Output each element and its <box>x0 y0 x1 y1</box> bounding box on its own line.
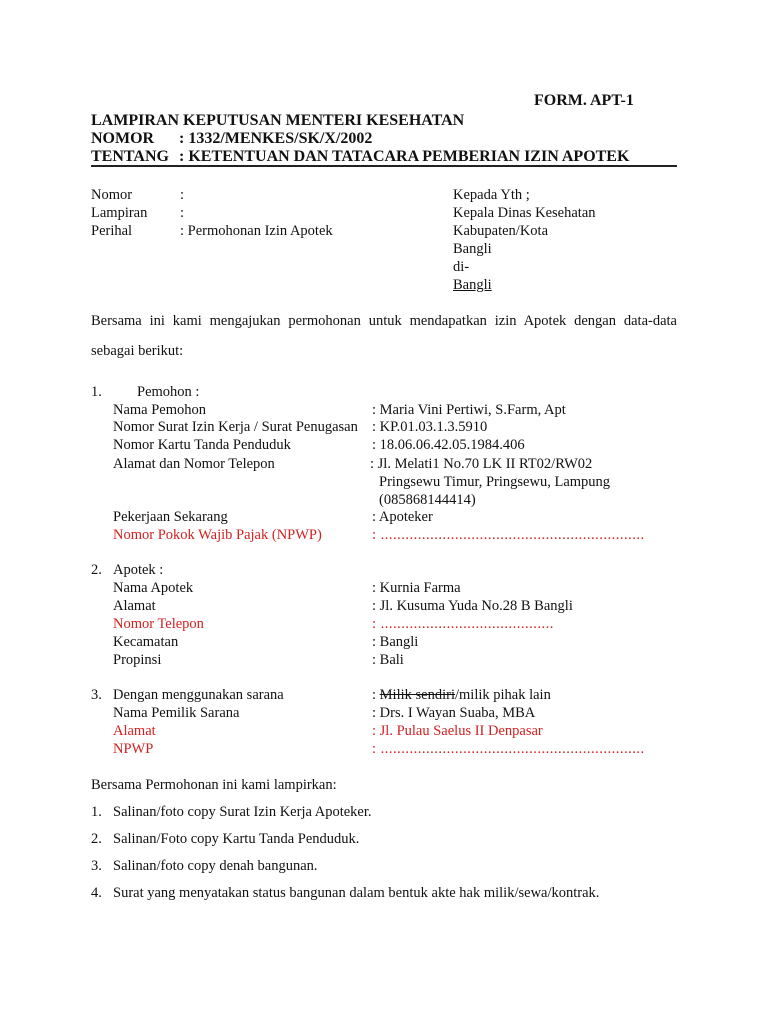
sarana-value <box>372 686 551 704</box>
nomor-colon: : <box>180 187 185 203</box>
nama-pemohon-value: : Maria Vini Pertiwi, S.Farm, Apt <box>372 402 566 418</box>
lampiran-colon: : <box>180 205 185 221</box>
nama-apotek-label: Nama Apotek <box>113 580 194 596</box>
sarana-struck-option: Milik sendiri <box>379 687 455 703</box>
kecamatan-label: Kecamatan <box>113 634 179 650</box>
addressee-line: Kepala Dinas Kesehatan <box>453 205 596 221</box>
attachment-number: 1. <box>91 804 102 820</box>
nama-pemohon-label: Nama Pemohon <box>113 402 207 418</box>
intro-line-1: Bersama ini kami mengajukan permohonan untuk mendapatkan izin Apotek dengan data-data <box>91 313 677 329</box>
ktp-value: : 18.06.06.42.05.1984.406 <box>372 437 525 453</box>
alamat-telepon-label: Alamat dan Nomor Telepon <box>113 456 275 472</box>
attachment-item: Salinan/Foto copy Kartu Tanda Penduduk. <box>113 831 360 847</box>
addressee-line: Kepada Yth ; <box>453 187 530 203</box>
header-tentang-key: TENTANG <box>91 148 169 165</box>
npwp-pemohon-value: : ................................................................ <box>372 527 645 543</box>
header-divider <box>91 165 677 167</box>
section2-title: Apotek : <box>113 562 164 578</box>
pemilik-sarana-label: Nama Pemilik Sarana <box>113 705 240 721</box>
alamat-telepon-value-3: (085868144414) <box>379 492 476 508</box>
section1-title: Pemohon : <box>137 384 200 400</box>
addressee-line: Kabupaten/Kota <box>453 223 549 239</box>
npwp-pemilik-label: NPWP <box>113 741 154 757</box>
nomor-label: Nomor <box>91 187 133 203</box>
header-nomor <box>91 130 372 148</box>
section3-number: 3. <box>91 687 102 703</box>
addressee-city: Bangli <box>453 277 492 293</box>
sik-label: Nomor Surat Izin Kerja / Surat Penugasan <box>113 419 358 435</box>
form-code: FORM. APT-1 <box>534 92 634 109</box>
propinsi-label: Propinsi <box>113 652 162 668</box>
pemilik-sarana-value: : Drs. I Wayan Suaba, MBA <box>372 705 536 721</box>
attachment-item: Surat yang menyatakan status bangunan dalam bentuk akte hak milik/sewa/kontrak. <box>113 885 600 901</box>
header-tentang <box>91 148 629 166</box>
sik-value: : KP.01.03.1.3.5910 <box>372 419 488 435</box>
intro-paragraph <box>91 306 677 366</box>
attachments-intro: Bersama Permohonan ini kami lampirkan: <box>91 777 337 793</box>
npwp-pemohon-label: Nomor Pokok Wajib Pajak (NPWP) <box>113 527 322 543</box>
alamat-pemilik-value: : Jl. Pulau Saelus II Denpasar <box>372 723 543 739</box>
alamat-apotek-value: : Jl. Kusuma Yuda No.28 B Bangli <box>372 598 573 614</box>
telepon-apotek-value: : .......................................... <box>372 616 554 632</box>
kecamatan-value: : Bangli <box>372 634 419 650</box>
alamat-pemilik-label: Alamat <box>113 723 156 739</box>
propinsi-value: : Bali <box>372 652 404 668</box>
alamat-telepon-value-2: Pringsewu Timur, Pringsewu, Lampung <box>379 474 611 490</box>
npwp-pemilik-value: : ................................................................ <box>372 741 645 757</box>
addressee-line: di- <box>453 259 470 275</box>
header-title: LAMPIRAN KEPUTUSAN MENTERI KESEHATAN <box>91 112 465 129</box>
attachment-number: 3. <box>91 858 102 874</box>
alamat-telepon-value-1: : Jl. Melati1 No.70 LK II RT02/RW02 <box>370 456 593 472</box>
attachment-number: 2. <box>91 831 102 847</box>
header-nomor-value: : 1332/MENKES/SK/X/2002 <box>179 130 373 147</box>
pekerjaan-label: Pekerjaan Sekarang <box>113 509 228 525</box>
attachment-number: 4. <box>91 885 102 901</box>
attachment-item: Salinan/foto copy Surat Izin Kerja Apoteker. <box>113 804 372 820</box>
section2-number: 2. <box>91 562 102 578</box>
section3-title: Dengan menggunakan sarana <box>113 687 284 703</box>
section1-number: 1. <box>91 384 102 400</box>
header-nomor-key: NOMOR <box>91 130 155 147</box>
sarana-selected-option: /milik pihak lain <box>454 687 551 703</box>
perihal-label: Perihal <box>91 223 133 239</box>
nama-apotek-value: : Kurnia Farma <box>372 580 461 596</box>
attachment-item: Salinan/foto copy denah bangunan. <box>113 858 318 874</box>
lampiran-label: Lampiran <box>91 205 148 221</box>
ktp-label: Nomor Kartu Tanda Penduduk <box>113 437 291 453</box>
pekerjaan-value: : Apoteker <box>372 509 433 525</box>
telepon-apotek-label: Nomor Telepon <box>113 616 204 632</box>
perihal-value: : Permohonan Izin Apotek <box>180 223 333 239</box>
alamat-apotek-label: Alamat <box>113 598 156 614</box>
intro-line-2: sebagai berikut: <box>91 343 184 359</box>
sarana-colon: : <box>372 687 377 703</box>
header-tentang-value: : KETENTUAN DAN TATACARA PEMBERIAN IZIN APOTEK <box>179 148 630 165</box>
addressee-line: Bangli <box>453 241 492 257</box>
